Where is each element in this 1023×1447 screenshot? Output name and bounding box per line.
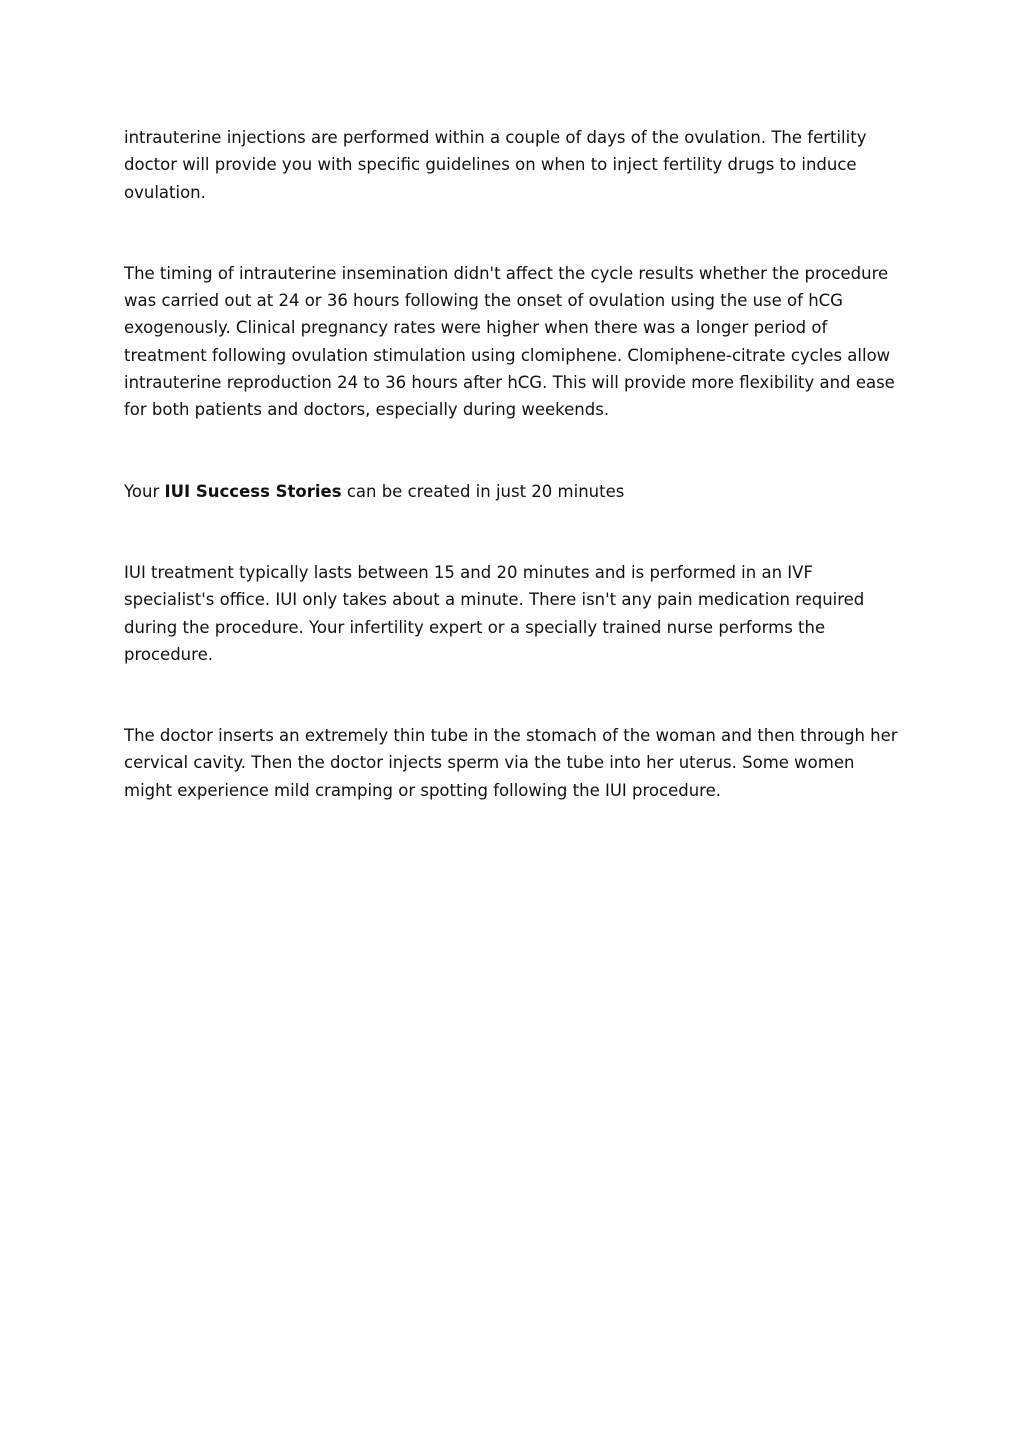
success-stories-link[interactable]: IUI Success Stories: [164, 481, 342, 501]
paragraph-treatment-duration: IUI treatment typically lasts between 15 and 20 minutes and is performed in an IVF specialist's office. IUI only takes about a minute. There isn't any pain medication required during the procedure. Your infertility expert or a specially trained nurse performs the procedure.: [124, 562, 865, 664]
paragraph-insemination-timing: The timing of intrauterine insemination didn't affect the cycle results whether the procedure was carried out at 24 or 36 hours following the onset of ovulation using the use of hCG exogenously. Clinical pregnancy rates were higher when there was a longer period of treatment following ovulation stimulation using clomiphene. Clomiphene-citrate cycles allow intrauterine reproduction 24 to 36 hours after hCG. This will provide more flexibility and ease for both patients and doctors, especially during weekends.: [124, 263, 895, 420]
paragraph-ovulation-timing: intrauterine injections are performed within a couple of days of the ovulation. The fertility doctor will provide you with specific guidelines on when to inject fertility drugs to induce ovulation.: [124, 128, 867, 202]
document-page: [124, 124, 904, 804]
success-stories-line: [124, 478, 904, 505]
success-stories-suffix: can be created in just 20 minutes: [341, 481, 625, 501]
paragraph-procedure-description: The doctor inserts an extremely thin tube in the stomach of the woman and then through her cervical cavity. Then the doctor injects sperm via the tube into her uterus. Some women might experience mild cramping or spotting following the IUI procedure.: [124, 726, 898, 800]
success-stories-prefix: Your: [124, 481, 165, 501]
